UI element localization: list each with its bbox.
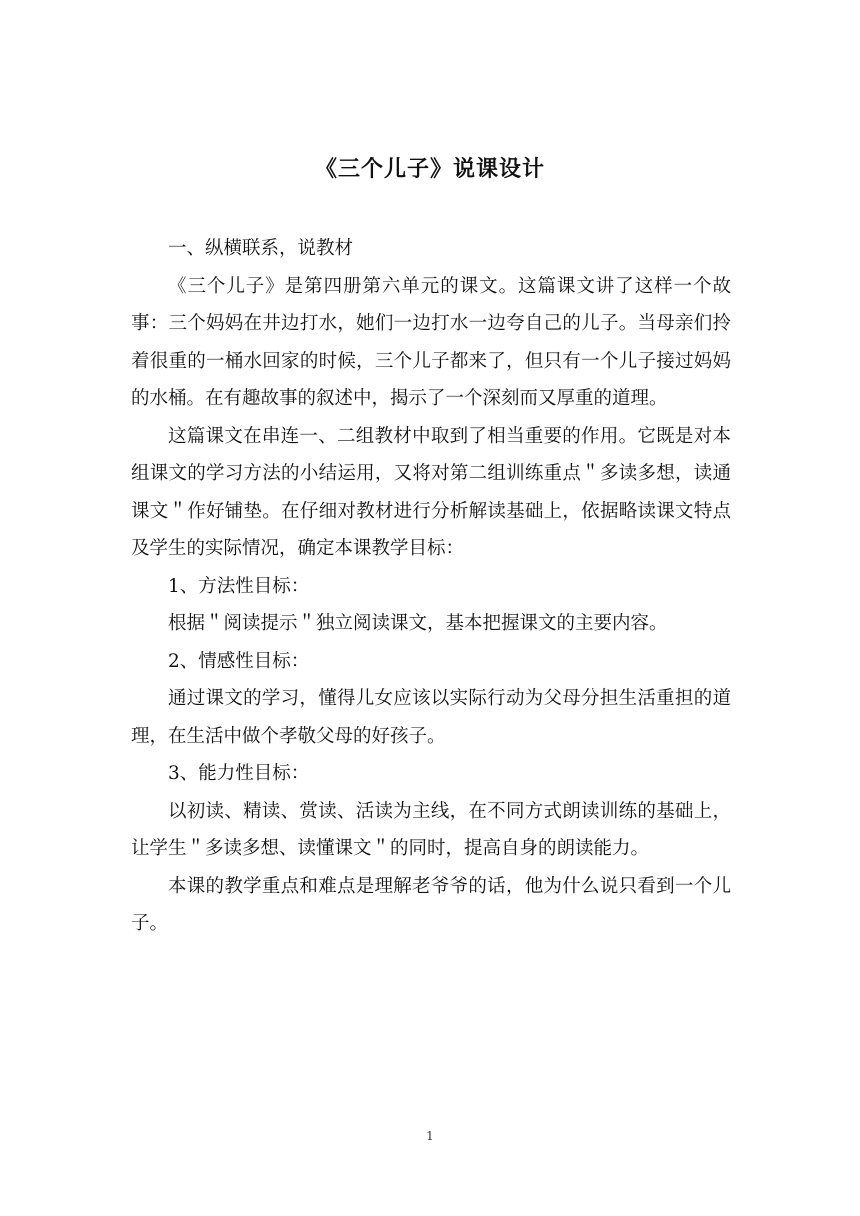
objective-heading: 1、方法性目标： [168, 575, 310, 597]
paragraph: 本课的教学重点和难点是理解老爷爷的话，他为什么说只看到一个儿子。 [131, 875, 731, 934]
paragraph: 以初读、精读、赏读、活读为主线，在不同方式朗读训练的基础上，让学生＂多读多想、读懂课文＂的同时，提高自身的朗读能力。 [131, 800, 731, 859]
document-body [131, 230, 731, 943]
section-heading: 一、纵横联系，说教材 [168, 238, 354, 259]
document-title: 《三个儿子》说课设计 [314, 156, 545, 182]
page-number: 1 [426, 1129, 434, 1143]
paragraph: 通过课文的学习，懂得儿女应该以实际行动为父母分担生活重担的道理，在生活中做个孝敬父母的好孩子。 [131, 688, 731, 747]
objective-heading: 3、能力性目标： [168, 763, 310, 784]
paragraph: 《三个儿子》是第四册第六单元的课文。这篇课文讲了这样一个故事：三个妈妈在井边打水，她们一边打水一边夸自己的儿子。当母亲们拎着很重的一桶水回家的时候，三个儿子都来了，但只有一个儿子接过妈妈的水桶。在有趣故事的叙述中，揭示了一个深刻而又厚重的道理。 [131, 275, 731, 409]
paragraph: 这篇课文在串连一、二组教材中取到了相当重要的作用。它既是对本组课文的学习方法的小结运用，又将对第二组训练重点＂多读多想，读通课文＂作好铺垫。在仔细对教材进行分析解读基础上，依据略读课文特点及学生的实际情况，确定本课教学目标： [131, 425, 731, 559]
paragraph: 根据＂阅读提示＂独立阅读课文，基本把握课文的主要内容。 [168, 613, 668, 634]
objective-heading: 2、情感性目标： [168, 650, 310, 672]
